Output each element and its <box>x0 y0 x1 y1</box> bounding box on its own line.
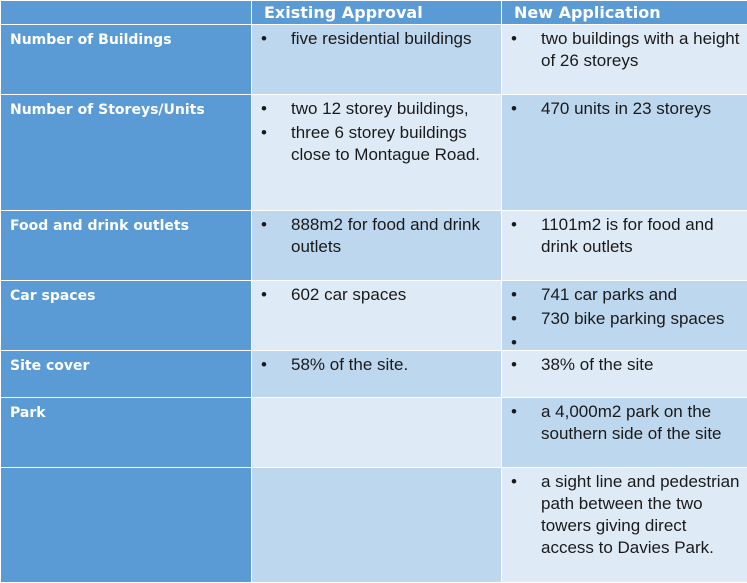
new-application-cell <box>502 398 747 468</box>
new-list <box>502 468 747 559</box>
list-item-text: 470 units in 23 storeys <box>541 99 711 118</box>
row-label: Site cover <box>1 351 252 398</box>
list-item <box>252 122 497 166</box>
bullet-icon: • <box>511 401 517 423</box>
existing-list <box>252 398 501 401</box>
new-list <box>502 281 747 330</box>
new-list <box>502 351 747 376</box>
table-row <box>1 398 747 468</box>
list-item <box>502 354 743 376</box>
list-item <box>502 401 743 445</box>
new-list <box>502 211 747 258</box>
bullet-icon: • <box>261 28 267 50</box>
list-item <box>502 308 743 330</box>
list-item-text: five residential buildings <box>291 29 472 48</box>
new-application-cell <box>502 351 747 398</box>
table-row <box>1 468 747 583</box>
existing-approval-cell <box>252 468 502 583</box>
table-row <box>1 95 747 211</box>
list-item-text: a 4,000m2 park on the southern side of the site <box>541 402 722 443</box>
header-new-label: New Application <box>502 1 747 24</box>
existing-approval-cell <box>252 95 502 211</box>
header-row <box>1 1 747 25</box>
existing-list <box>252 95 501 166</box>
list-item <box>502 28 743 72</box>
list-item-text: 58% of the site. <box>291 355 408 374</box>
new-list <box>502 25 747 72</box>
table-row <box>1 25 747 95</box>
list-item <box>502 471 743 559</box>
row-label: Park <box>1 398 252 468</box>
bullet-icon: • <box>511 332 517 351</box>
new-list <box>502 95 747 120</box>
list-item <box>252 284 497 306</box>
bullet-icon: • <box>261 122 267 144</box>
existing-approval-cell <box>252 211 502 281</box>
row-label: Food and drink outlets <box>1 211 252 281</box>
existing-approval-cell <box>252 351 502 398</box>
list-item <box>252 354 497 376</box>
list-item-text: two buildings with a height of 26 storeys <box>541 29 739 70</box>
bullet-icon: • <box>511 284 517 306</box>
bullet-icon: • <box>261 214 267 236</box>
row-label <box>1 468 252 583</box>
row-label: Number of Storeys/Units <box>1 95 252 211</box>
list-item-text: 38% of the site <box>541 355 653 374</box>
list-item <box>502 214 743 258</box>
list-item-text: 730 bike parking spaces <box>541 309 724 328</box>
bullet-icon: • <box>261 284 267 306</box>
list-item <box>252 98 497 120</box>
bullet-icon: • <box>511 214 517 236</box>
bullet-icon: • <box>261 98 267 120</box>
existing-list <box>252 351 501 376</box>
list-item <box>502 98 743 120</box>
list-item-text: two 12 storey buildings, <box>291 99 469 118</box>
bullet-icon: • <box>261 354 267 376</box>
existing-approval-cell <box>252 281 502 351</box>
bullet-icon: • <box>511 28 517 50</box>
row-label: Car spaces <box>1 281 252 351</box>
list-item-text: a sight line and pedestrian path between the two towers giving direct access to Davies Park. <box>541 472 739 557</box>
new-application-cell <box>502 95 747 211</box>
existing-list <box>252 25 501 50</box>
existing-list <box>252 281 501 306</box>
existing-approval-cell <box>252 398 502 468</box>
new-application-cell <box>502 25 747 95</box>
list-item-text: 1101m2 is for food and drink outlets <box>541 215 714 256</box>
bullet-icon: • <box>511 308 517 330</box>
header-new-application <box>502 1 747 25</box>
list-item-text: 888m2 for food and drink outlets <box>291 215 480 256</box>
list-item <box>252 28 497 50</box>
list-item-text: 602 car spaces <box>291 285 406 304</box>
new-application-cell <box>502 468 747 583</box>
table-row <box>1 281 747 351</box>
bullet-icon: • <box>511 354 517 376</box>
row-label: Number of Buildings <box>1 25 252 95</box>
new-list <box>502 398 747 445</box>
table-body <box>1 25 747 583</box>
existing-list <box>252 468 501 471</box>
existing-list <box>252 211 501 258</box>
bullet-icon: • <box>511 471 517 493</box>
list-item-text: 741 car parks and <box>541 285 677 304</box>
table-row <box>1 211 747 281</box>
list-item <box>502 284 743 306</box>
header-blank-cell <box>1 1 252 25</box>
existing-approval-cell <box>252 25 502 95</box>
new-application-cell <box>502 211 747 281</box>
header-existing-approval <box>252 1 502 25</box>
table-row <box>1 351 747 398</box>
list-item <box>252 214 497 258</box>
bullet-icon: • <box>511 98 517 120</box>
header-existing-label: Existing Approval <box>252 1 501 24</box>
new-application-cell <box>502 281 747 351</box>
list-item-text: three 6 storey buildings close to Montague Road. <box>291 123 480 164</box>
